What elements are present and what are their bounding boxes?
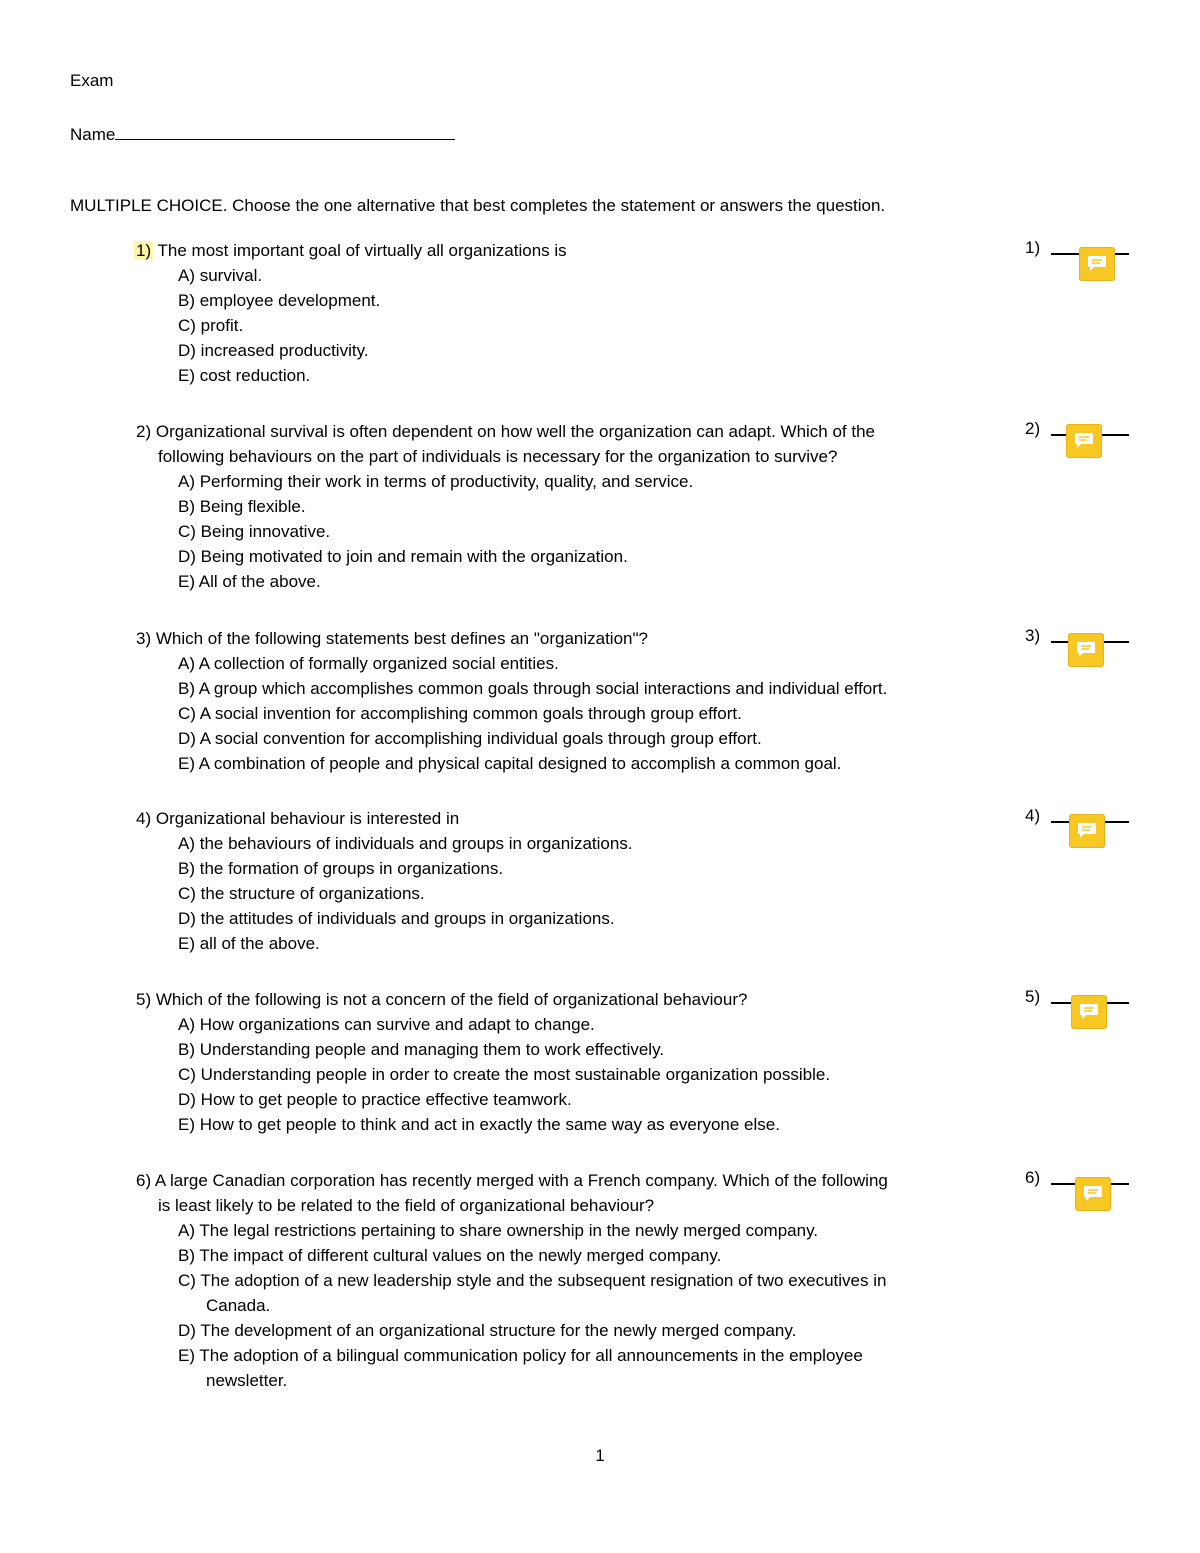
question-text-continued: is least likely to be related to the field of organizational behaviour? xyxy=(158,1196,655,1215)
option-text: C) The adoption of a new leadership style and the subsequent resignation of two executives in xyxy=(178,1271,887,1290)
answer-option xyxy=(136,1268,1006,1318)
option-text: D) A social convention for accomplishing individual goals through group effort. xyxy=(178,729,762,748)
instructions: MULTIPLE CHOICE. Choose the one alternative that best completes the statement or answers the question. xyxy=(70,196,886,215)
option-text: B) The impact of different cultural values on the newly merged company. xyxy=(178,1246,722,1265)
option-text: D) Being motivated to join and remain with the organization. xyxy=(178,547,628,566)
question-stem xyxy=(136,1168,1006,1218)
option-text: C) profit. xyxy=(178,316,244,335)
option-text: E) All of the above. xyxy=(178,572,321,591)
option-text-continued: newsletter. xyxy=(206,1371,288,1390)
answer-option xyxy=(136,494,1006,519)
answer-option xyxy=(136,569,1006,594)
question-stem xyxy=(136,987,1006,1012)
question-number: 3) xyxy=(136,629,152,648)
answer-option xyxy=(136,1243,1006,1268)
question-number: 4) xyxy=(136,809,152,828)
answer-slot-number: 1) xyxy=(1025,238,1041,257)
answer-option xyxy=(136,1037,1006,1062)
answer-option xyxy=(136,519,1006,544)
answer-option xyxy=(136,338,1006,363)
option-text: B) employee development. xyxy=(178,291,381,310)
option-text: D) the attitudes of individuals and groups in organizations. xyxy=(178,909,615,928)
question-number: 5) xyxy=(136,990,152,1009)
name-blank-line xyxy=(115,122,455,140)
answer-option xyxy=(136,1087,1006,1112)
answer-option xyxy=(136,288,1006,313)
option-text: C) A social invention for accomplishing common goals through group effort. xyxy=(178,704,742,723)
answer-slot-number: 6) xyxy=(1025,1168,1041,1187)
question-number: 6) xyxy=(136,1171,152,1190)
option-text: C) Being innovative. xyxy=(178,522,331,541)
option-text: C) Understanding people in order to create the most sustainable organization possible. xyxy=(178,1065,831,1084)
comment-icon[interactable] xyxy=(1079,247,1115,281)
answer-slot-number: 3) xyxy=(1025,626,1041,645)
question-text: Which of the following is not a concern of the field of organizational behaviour? xyxy=(151,990,748,1009)
option-text: A) A collection of formally organized social entities. xyxy=(178,654,559,673)
page-number: 1 xyxy=(595,1446,605,1465)
answer-option xyxy=(136,726,1006,751)
answer-option xyxy=(136,1012,1006,1037)
question-text: Which of the following statements best defines an "organization"? xyxy=(151,629,648,648)
question-stem xyxy=(136,626,1006,651)
answer-slot-number: 2) xyxy=(1025,419,1041,438)
answer-slot-number: 5) xyxy=(1025,987,1041,1006)
option-text: A) How organizations can survive and adapt to change. xyxy=(178,1015,595,1034)
answer-option xyxy=(136,1218,1006,1243)
question-text: A large Canadian corporation has recently merged with a French company. Which of the following xyxy=(151,1171,888,1190)
option-text: E) How to get people to think and act in exactly the same way as everyone else. xyxy=(178,1115,780,1134)
question-stem xyxy=(136,806,1006,831)
question-3 xyxy=(136,626,1006,776)
option-text: E) all of the above. xyxy=(178,934,320,953)
comment-icon[interactable] xyxy=(1069,814,1105,848)
option-text: B) Understanding people and managing them to work effectively. xyxy=(178,1040,665,1059)
answer-option xyxy=(136,701,1006,726)
option-text: B) A group which accomplishes common goals through social interactions and individual effort. xyxy=(178,679,888,698)
answer-option xyxy=(136,881,1006,906)
question-stem xyxy=(136,419,1006,469)
comment-icon[interactable] xyxy=(1071,995,1107,1029)
option-text: E) A combination of people and physical capital designed to accomplish a common goal. xyxy=(178,754,842,773)
question-number: 2) xyxy=(136,422,152,441)
option-text: B) the formation of groups in organizations. xyxy=(178,859,504,878)
option-text: E) The adoption of a bilingual communication policy for all announcements in the employee xyxy=(178,1346,863,1365)
option-text: C) the structure of organizations. xyxy=(178,884,425,903)
answer-option xyxy=(136,363,1006,388)
answer-option xyxy=(136,1112,1006,1137)
question-text: Organizational survival is often dependent on how well the organization can adapt. Which of the xyxy=(151,422,876,441)
option-text: A) survival. xyxy=(178,266,263,285)
answer-option xyxy=(136,469,1006,494)
question-text-continued: following behaviours on the part of individuals is necessary for the organization to survive? xyxy=(158,447,838,466)
option-text: E) cost reduction. xyxy=(178,366,311,385)
comment-icon[interactable] xyxy=(1075,1177,1111,1211)
comment-icon[interactable] xyxy=(1066,424,1102,458)
option-text: A) the behaviours of individuals and groups in organizations. xyxy=(178,834,633,853)
answer-option xyxy=(136,676,1006,701)
question-1 xyxy=(136,238,1006,388)
answer-slot-number: 4) xyxy=(1025,806,1041,825)
option-text: D) How to get people to practice effective teamwork. xyxy=(178,1090,572,1109)
option-text: A) The legal restrictions pertaining to share ownership in the newly merged company. xyxy=(178,1221,819,1240)
answer-option xyxy=(136,831,1006,856)
question-text: Organizational behaviour is interested in xyxy=(151,809,460,828)
answer-option xyxy=(136,856,1006,881)
option-text-continued: Canada. xyxy=(206,1296,271,1315)
answer-option xyxy=(136,906,1006,931)
answer-option xyxy=(136,1343,1006,1393)
option-text: A) Performing their work in terms of productivity, quality, and service. xyxy=(178,472,694,491)
answer-option xyxy=(136,651,1006,676)
option-text: D) increased productivity. xyxy=(178,341,369,360)
option-text: D) The development of an organizational structure for the newly merged company. xyxy=(178,1321,797,1340)
question-text: The most important goal of virtually all organizations is xyxy=(153,241,567,260)
question-number: 1) xyxy=(136,241,152,260)
answer-option xyxy=(136,1062,1006,1087)
answer-option xyxy=(136,313,1006,338)
question-2 xyxy=(136,419,1006,594)
name-label: Name xyxy=(70,125,116,144)
question-stem xyxy=(136,238,1006,263)
comment-icon[interactable] xyxy=(1068,633,1104,667)
answer-option xyxy=(136,931,1006,956)
answer-option xyxy=(136,544,1006,569)
answer-option xyxy=(136,751,1006,776)
question-4 xyxy=(136,806,1006,956)
name-field xyxy=(70,122,455,145)
question-5 xyxy=(136,987,1006,1137)
answer-option xyxy=(136,1318,1006,1343)
answer-option xyxy=(136,263,1006,288)
question-6 xyxy=(136,1168,1006,1393)
exam-title: Exam xyxy=(70,71,114,90)
option-text: B) Being flexible. xyxy=(178,497,306,516)
